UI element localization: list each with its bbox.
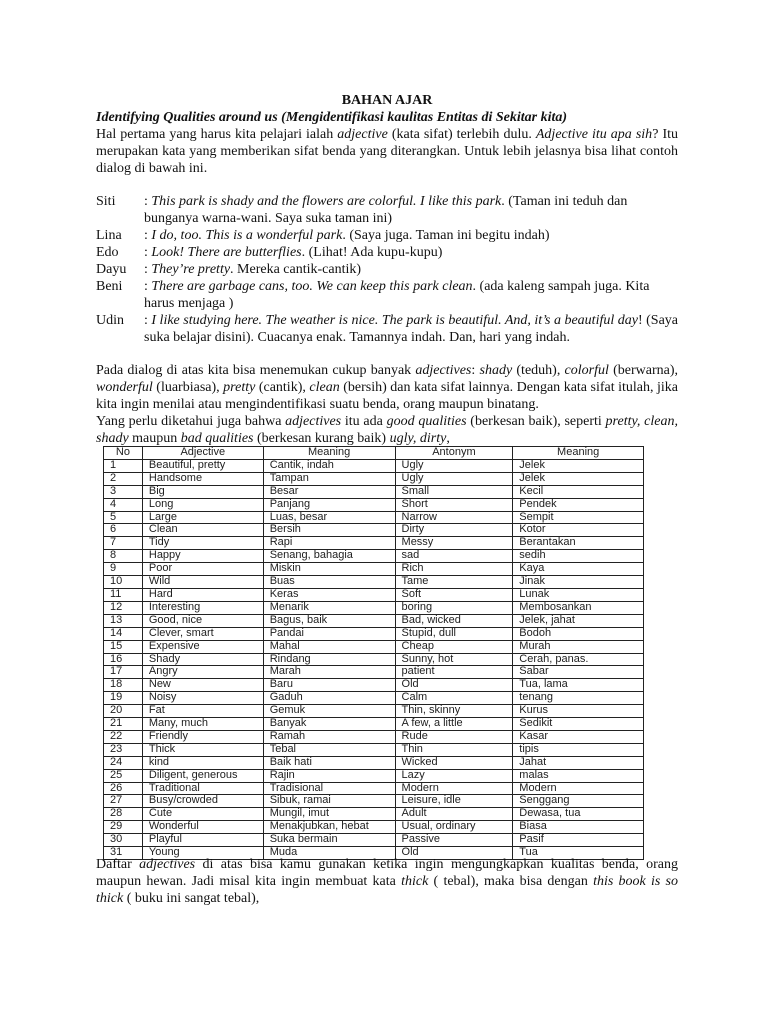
table-cell: Menarik [263, 601, 395, 614]
table-cell: Muda [263, 847, 395, 860]
text-run: : [471, 363, 480, 378]
table-cell: Old [395, 679, 513, 692]
table-cell: Kotor [513, 524, 644, 537]
table-cell: Jinak [513, 576, 644, 589]
table-cell: 7 [104, 537, 143, 550]
table-cell: Baik hati [263, 756, 395, 769]
table-cell: Rindang [263, 653, 395, 666]
table-cell: Sunny, hot [395, 653, 513, 666]
closing-paragraph [96, 856, 678, 907]
text-run: . (Taman ini teduh dan bunganya warna-wani. Saya suka taman ini) [144, 194, 628, 226]
table-cell: 12 [104, 601, 143, 614]
dialog-speaker: Beni [96, 279, 123, 294]
table-cell: Senang, bahagia [263, 550, 395, 563]
table-row [104, 756, 644, 769]
italic-text: They’re pretty [151, 262, 231, 277]
table-cell: 20 [104, 705, 143, 718]
dialog-text [144, 261, 678, 278]
italic-text: adjectives [139, 857, 196, 872]
italic-text: adjectives [415, 363, 472, 378]
table-row [104, 576, 644, 589]
text-run: Yang perlu diketahui juga bahwa [96, 414, 286, 429]
table-cell: 19 [104, 692, 143, 705]
table-cell: Tua, lama [513, 679, 644, 692]
spacer [96, 346, 678, 362]
table-row [104, 550, 644, 563]
text-run: (luarbiasa), [152, 380, 224, 395]
text-run: (berwarna), [608, 363, 678, 378]
text-run: : [144, 194, 152, 209]
table-row [104, 795, 644, 808]
table-cell: 29 [104, 821, 143, 834]
text-run: : [144, 228, 152, 243]
table-cell: Jahat [513, 756, 644, 769]
table-cell: 24 [104, 756, 143, 769]
table-cell: Rapi [263, 537, 395, 550]
table-cell: Kaya [513, 563, 644, 576]
table-cell: Short [395, 498, 513, 511]
italic-text: I do, too. This is a wonderful park [151, 228, 343, 243]
dialog-text [144, 312, 678, 346]
table-cell: 23 [104, 743, 143, 756]
table-cell: Bad, wicked [395, 614, 513, 627]
table-cell: 5 [104, 511, 143, 524]
table-cell: Sibuk, ramai [263, 795, 395, 808]
text-run: . (ada kaleng sampah juga. Kita harus menjaga ) [144, 279, 650, 311]
qualities-paragraph [96, 413, 678, 447]
table-row [104, 640, 644, 653]
table-cell: Keras [263, 588, 395, 601]
table-cell: 30 [104, 834, 143, 847]
table-cell: 2 [104, 472, 143, 485]
table-cell: Biasa [513, 821, 644, 834]
table-cell: Cute [142, 808, 263, 821]
table-cell: Tidy [142, 537, 263, 550]
text-run: (kata sifat) terlebih dulu. [387, 127, 536, 142]
table-cell: Angry [142, 666, 263, 679]
text-run: . Mereka cantik-cantik) [230, 262, 362, 277]
table-cell: 27 [104, 795, 143, 808]
table-cell: Long [142, 498, 263, 511]
dialog-speaker: Siti [96, 194, 116, 209]
table-cell: Busy/crowded [142, 795, 263, 808]
table-cell: Expensive [142, 640, 263, 653]
table-cell: Jelek [513, 472, 644, 485]
table-cell: Thin [395, 743, 513, 756]
table-cell: Hard [142, 588, 263, 601]
italic-text: colorful [564, 363, 609, 378]
table-cell: Pendek [513, 498, 644, 511]
table-cell: 25 [104, 769, 143, 782]
text-run: (berkesan kurang baik) [253, 431, 390, 446]
table-cell: Besar [263, 485, 395, 498]
dialog-line [96, 312, 678, 346]
table-row [104, 614, 644, 627]
table-cell: 28 [104, 808, 143, 821]
italic-text: pretty, clean, shady [96, 414, 678, 446]
table-cell: Poor [142, 563, 263, 576]
dialog-line [96, 227, 678, 244]
table-cell: 16 [104, 653, 143, 666]
table-row [104, 485, 644, 498]
table-cell: Modern [395, 782, 513, 795]
table-cell: Buas [263, 576, 395, 589]
table-row [104, 718, 644, 731]
table-cell: Ramah [263, 730, 395, 743]
table-cell: Lunak [513, 588, 644, 601]
table-cell: Banyak [263, 718, 395, 731]
table-cell: Jelek [513, 459, 644, 472]
table-row [104, 705, 644, 718]
column-header: Meaning [263, 447, 395, 460]
table-cell: Lazy [395, 769, 513, 782]
table-cell: 22 [104, 730, 143, 743]
italic-text: bad qualities [180, 431, 254, 446]
column-header: Antonym [395, 447, 513, 460]
page-title: BAHAN AJAR [341, 93, 433, 108]
table-cell: 8 [104, 550, 143, 563]
table-cell: 11 [104, 588, 143, 601]
table-cell: Tua [513, 847, 644, 860]
dialog-line [96, 261, 678, 278]
dialog-block [96, 193, 678, 346]
text-run: (cantik), [255, 380, 310, 395]
table-cell: Cantik, indah [263, 459, 395, 472]
table-cell: Sedikit [513, 718, 644, 731]
italic-text: adjectives [285, 414, 342, 429]
table-cell: 31 [104, 847, 143, 860]
table-cell: 6 [104, 524, 143, 537]
table-cell: Ugly [395, 472, 513, 485]
table-row [104, 821, 644, 834]
italic-text: Adjective itu apa sih [535, 127, 653, 142]
table-row [104, 627, 644, 640]
table-cell: 21 [104, 718, 143, 731]
dialog-line [96, 278, 678, 312]
text-run: ( tebal), maka bisa dengan [428, 874, 594, 889]
text-run: ( buku ini sangat tebal), [123, 891, 260, 906]
italic-text: This park is shady and the flowers are colorful. I like this park [151, 194, 502, 209]
table-cell: Narrow [395, 511, 513, 524]
text-run: , [446, 431, 450, 446]
table-cell: Miskin [263, 563, 395, 576]
table-cell: Fat [142, 705, 263, 718]
text-run: Daftar [96, 857, 140, 872]
text-run: : [144, 262, 152, 277]
table-cell: Leisure, idle [395, 795, 513, 808]
italic-text: this book is so thick [96, 874, 678, 906]
italic-text: wonderful [96, 380, 153, 395]
italic-text: thick [401, 874, 429, 889]
table-cell: Kasar [513, 730, 644, 743]
table-cell: Menakjubkan, hebat [263, 821, 395, 834]
table-row [104, 834, 644, 847]
column-header: Adjective [142, 447, 263, 460]
table-cell: Playful [142, 834, 263, 847]
table-cell: Small [395, 485, 513, 498]
text-run: . (Lihat! Ada kupu-kupu) [301, 245, 443, 260]
table-cell: Panjang [263, 498, 395, 511]
dialog-speaker: Lina [96, 228, 122, 243]
text-run: : [144, 279, 152, 294]
table-cell: boring [395, 601, 513, 614]
text-run: (teduh), [512, 363, 565, 378]
text-run: Hal pertama yang harus kita pelajari ialah [96, 127, 338, 142]
table-cell: Suka bermain [263, 834, 395, 847]
italic-text: I like studying here. The weather is nice. The park is beautiful. And, it’s a beautiful day [151, 313, 638, 328]
document-body [96, 92, 678, 447]
table-cell: 1 [104, 459, 143, 472]
italic-text: Look! There are butterflies [151, 245, 302, 260]
table-cell: Cerah, panas. [513, 653, 644, 666]
dialog-text [144, 244, 678, 261]
table-header-row [104, 447, 644, 460]
table-row [104, 782, 644, 795]
table-cell: 17 [104, 666, 143, 679]
column-header: No [104, 447, 143, 460]
text-run: ! (Saya suka belajar disini). Cuacanya enak. Tamannya indah. Dan, hari yang indah. [144, 313, 679, 345]
table-cell: Dewasa, tua [513, 808, 644, 821]
table-cell: Wonderful [142, 821, 263, 834]
italic-text: There are garbage cans, too. We can keep this park clean [151, 279, 473, 294]
table-cell: Senggang [513, 795, 644, 808]
table-cell: sad [395, 550, 513, 563]
italic-text: clean [309, 380, 340, 395]
table-cell: Baru [263, 679, 395, 692]
table-cell: Pandai [263, 627, 395, 640]
table-cell: Kecil [513, 485, 644, 498]
table-cell: Sabar [513, 666, 644, 679]
table-cell: Marah [263, 666, 395, 679]
table-row [104, 666, 644, 679]
table-cell: Adult [395, 808, 513, 821]
table-cell: Membosankan [513, 601, 644, 614]
table-cell: Mahal [263, 640, 395, 653]
table-cell: 9 [104, 563, 143, 576]
italic-text: ugly, dirty [389, 431, 447, 446]
table-cell: Gaduh [263, 692, 395, 705]
table-cell: Gemuk [263, 705, 395, 718]
table-cell: Messy [395, 537, 513, 550]
table-cell: patient [395, 666, 513, 679]
table-cell: Handsome [142, 472, 263, 485]
table-cell: Pasif [513, 834, 644, 847]
dialog-line [96, 193, 678, 227]
table-row [104, 808, 644, 821]
table-cell: Berantakan [513, 537, 644, 550]
table-cell: Rude [395, 730, 513, 743]
table-cell: Sempit [513, 511, 644, 524]
table-cell: Rich [395, 563, 513, 576]
table-row [104, 472, 644, 485]
table-cell: Tampan [263, 472, 395, 485]
table-cell: Young [142, 847, 263, 860]
dialog-speaker: Udin [96, 313, 124, 328]
table-row [104, 563, 644, 576]
table-cell: kind [142, 756, 263, 769]
closing-block [96, 856, 678, 907]
table-cell: New [142, 679, 263, 692]
table-cell: Clever, smart [142, 627, 263, 640]
table-row [104, 679, 644, 692]
text-run: Pada dialog di atas kita bisa menemukan cukup banyak [96, 363, 416, 378]
table-cell: Thick [142, 743, 263, 756]
table-cell: 3 [104, 485, 143, 498]
table-cell: Soft [395, 588, 513, 601]
table-cell: Tame [395, 576, 513, 589]
table-cell: Bodoh [513, 627, 644, 640]
table-cell: Traditional [142, 782, 263, 795]
text-run: (bersih) dan kata sifat lainnya. Dengan kata sifat itulah, jika kita ingin menilai atau mengindentifikasi suatu benda, orang maupun binatang. [96, 380, 679, 412]
table-row [104, 692, 644, 705]
table-row [104, 588, 644, 601]
table-cell: Calm [395, 692, 513, 705]
adjective-table [103, 446, 644, 860]
table-row [104, 511, 644, 524]
table-cell: Clean [142, 524, 263, 537]
table-row [104, 601, 644, 614]
table-cell: Old [395, 847, 513, 860]
table-row [104, 524, 644, 537]
table-cell: A few, a little [395, 718, 513, 731]
intro-paragraph [96, 126, 678, 177]
table-cell: Mungil, imut [263, 808, 395, 821]
explanation-paragraph [96, 362, 678, 413]
table-cell: Diligent, generous [142, 769, 263, 782]
text-run: maupun [128, 431, 181, 446]
table-cell: malas [513, 769, 644, 782]
table-cell: Modern [513, 782, 644, 795]
dialog-text [144, 227, 678, 244]
table-cell: Wicked [395, 756, 513, 769]
dialog-speaker: Dayu [96, 262, 127, 277]
table-cell: Cheap [395, 640, 513, 653]
italic-text: shady [479, 363, 513, 378]
table-row [104, 537, 644, 550]
table-cell: Large [142, 511, 263, 524]
table-row [104, 653, 644, 666]
text-run: itu ada [341, 414, 387, 429]
table-row [104, 769, 644, 782]
table-cell: Bagus, baik [263, 614, 395, 627]
table-cell: Happy [142, 550, 263, 563]
table-cell: Interesting [142, 601, 263, 614]
page-subtitle: Identifying Qualities around us (Mengidentifikasi kaulitas Entitas di Sekitar kita) [96, 110, 568, 125]
table-cell: 14 [104, 627, 143, 640]
table-cell: Bersih [263, 524, 395, 537]
text-run: di atas bisa kamu gunakan ketika ingin mengungkapkan kualitas benda, orang maupun hewan. Jadi misal kita ingin membuat kata [96, 857, 678, 889]
table-cell: Many, much [142, 718, 263, 731]
text-run: . (Saya juga. Taman ini begitu indah) [342, 228, 550, 243]
table-cell: sedih [513, 550, 644, 563]
italic-text: adjective [337, 127, 388, 142]
table-cell: Noisy [142, 692, 263, 705]
table-cell: 15 [104, 640, 143, 653]
table-cell: tenang [513, 692, 644, 705]
table-cell: Luas, besar [263, 511, 395, 524]
table-row [104, 498, 644, 511]
table-cell: 13 [104, 614, 143, 627]
table-cell: Stupid, dull [395, 627, 513, 640]
italic-text: good qualities [386, 414, 467, 429]
table-cell: 26 [104, 782, 143, 795]
table-cell: Wild [142, 576, 263, 589]
table-cell: Dirty [395, 524, 513, 537]
table-cell: 4 [104, 498, 143, 511]
table-row [104, 743, 644, 756]
text-run: ? Itu merupakan kata yang memberikan sifat benda yang diterangkan. Untuk lebih jelasnya bisa lihat contoh dialog di bawah ini. [96, 127, 678, 176]
table-cell: Rajin [263, 769, 395, 782]
table-cell: Ugly [395, 459, 513, 472]
table-body [104, 459, 644, 859]
table-cell: Usual, ordinary [395, 821, 513, 834]
table-cell: Shady [142, 653, 263, 666]
table-cell: Passive [395, 834, 513, 847]
dialog-text [144, 193, 678, 227]
text-run: (berkesan baik), seperti [466, 414, 606, 429]
table-row [104, 730, 644, 743]
table-cell: Tradisional [263, 782, 395, 795]
table-cell: Jelek, jahat [513, 614, 644, 627]
table-cell: Beautiful, pretty [142, 459, 263, 472]
dialog-text [144, 278, 678, 312]
table-cell: Big [142, 485, 263, 498]
table-cell: tipis [513, 743, 644, 756]
spacer [96, 177, 678, 193]
table-cell: 10 [104, 576, 143, 589]
italic-text: pretty [223, 380, 256, 395]
text-run: : [144, 245, 152, 260]
column-header: Meaning [513, 447, 644, 460]
text-run: : [144, 313, 152, 328]
dialog-line [96, 244, 678, 261]
table-cell: Good, nice [142, 614, 263, 627]
table-cell: Thin, skinny [395, 705, 513, 718]
table-cell: 18 [104, 679, 143, 692]
table-row [104, 459, 644, 472]
table-cell: Tebal [263, 743, 395, 756]
dialog-speaker: Edo [96, 245, 119, 260]
table-cell: Kurus [513, 705, 644, 718]
table-cell: Murah [513, 640, 644, 653]
table-cell: Friendly [142, 730, 263, 743]
